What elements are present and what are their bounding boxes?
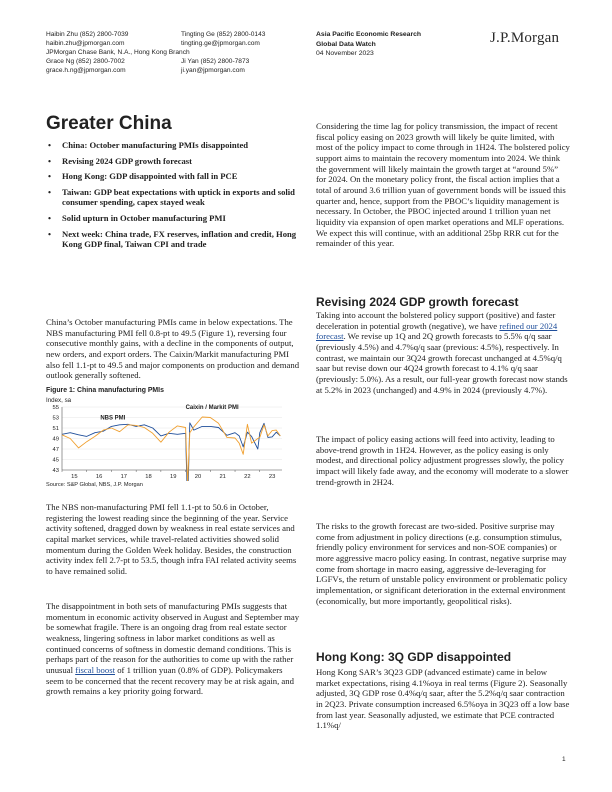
paragraph-non-manufacturing: The NBS non-manufacturing PMI fell 1.1-pt to 50.6 in October, registering the lowest reading since the beginning of the year. Service activity softened, dragged down by weakness in real estate services and capital market services, while travel-related activities showed solid momentum during the Golden Week holiday. Besides, the construction activity index fell 2.7-pt to 53.5, though infra FAI related activity seems to have remained solid. bbox=[46, 502, 297, 576]
x-tick-label: 18 bbox=[145, 474, 152, 480]
contact-email[interactable]: ji.yan@jpmorgan.com bbox=[181, 67, 245, 74]
heading-gdp-forecast: Revising 2024 GDP growth forecast bbox=[316, 295, 519, 309]
x-tick-label: 16 bbox=[95, 474, 103, 480]
contact-line: Grace Ng (852) 2800-7002 bbox=[46, 58, 125, 65]
y-tick-label: 45 bbox=[52, 457, 59, 464]
fiscal-boost-link[interactable]: fiscal boost bbox=[75, 664, 116, 675]
y-tick-label: 51 bbox=[52, 426, 59, 432]
x-tick-label: 20 bbox=[194, 474, 202, 480]
contacts-mid bbox=[181, 30, 265, 75]
report-header bbox=[316, 30, 421, 59]
paragraph-risks: The risks to the growth forecast are two-sided. Positive surprise may come from adjustment in policy directions (e.g. consumption stimulus, friendly policy environment for services and non-SOE companies) or more aggressive macro policy easing. In contrast, negative surprise may come from shortage in macro easing, aggressive de-leveraging for LGFVs, the return of unstable policy environment or problematic policy implementation, or significant deterioration in the external environment (economically, but more importantly, geopolitical risks). bbox=[316, 521, 568, 606]
paragraph-gdp-revision bbox=[316, 310, 570, 395]
report-date: 04 November 2023 bbox=[316, 50, 374, 58]
contacts-left bbox=[46, 30, 190, 75]
x-tick-label: 19 bbox=[170, 474, 177, 480]
key-points-list bbox=[46, 140, 302, 255]
figure-source: Source: S&P Global, NBS, J.P. Morgan bbox=[46, 482, 143, 488]
key-point: • Next week: China trade, FX reserves, inflation and credit, Hong Kong GDP final, Taiwan CPI and trade bbox=[46, 229, 302, 250]
heading-hong-kong: Hong Kong: 3Q GDP disappointed bbox=[316, 650, 512, 664]
x-tick-label: 22 bbox=[244, 474, 251, 480]
refined-forecast-link[interactable]: refined our 2024 forecast bbox=[316, 320, 558, 342]
contact-line: Ji Yan (852) 2800-7873 bbox=[181, 58, 250, 65]
contact-line: Haibin Zhu (852) 2800-7039 bbox=[46, 31, 129, 38]
contact-email[interactable]: tingting.ge@jpmorgan.com bbox=[181, 40, 260, 47]
paragraph-text: The disappointment in both sets of manufacturing PMIs suggests that momentum in economic activity observed in August and September may be somewhat fragile. There is an ongoing drag from real estate sector weakness, lingering softness in labor market conditions as well as continued concerns of softness in domestic demand conditions. This is perhaps part of the reason for the authorities to come up with the rather unusual bbox=[46, 601, 300, 675]
series-line bbox=[62, 423, 280, 481]
x-tick-label: 15 bbox=[71, 474, 78, 480]
contact-line: JPMorgan Chase Bank, N.A., Hong Kong Branch bbox=[46, 49, 190, 56]
paragraph-policy-lag: Considering the time lag for policy transmission, the impact of recent fiscal policy easing on 2023 growth will likely be quite limited, with most of the policy impact to come through in 1H24. The bolstered policy support aims to maintain the recovery momentum into 2024. We think the government will likely maintain the growth target at “around 5%” for 2024. On the monetary policy front, the fiscal action implies that a total of around 3.6 trillion yuan of government bonds will be issued this quarter and, hence, support from the PBOC’s liquidity management is necessary. In October, the PBOC injected around 1 trillion yuan net liquidity via expansion of open market operations and MLF operations. We expect this will continue, with an additional 25bp RRR cut for the remainder of this year. bbox=[316, 121, 570, 249]
y-tick-label: 43 bbox=[52, 468, 59, 474]
key-point: • Solid upturn in October manufacturing PMI bbox=[46, 213, 302, 224]
contact-line: Tingting Ge (852) 2800-0143 bbox=[181, 31, 266, 38]
y-tick-label: 55 bbox=[52, 405, 59, 411]
y-tick-label: 53 bbox=[52, 415, 59, 422]
key-point: • China: October manufacturing PMIs disappointed bbox=[46, 140, 302, 151]
report-region: Asia Pacific Economic Research bbox=[316, 31, 422, 38]
series-label-nbs: NBS PMI bbox=[100, 415, 126, 422]
paragraph-disappointment bbox=[46, 601, 302, 697]
x-tick-label: 23 bbox=[268, 474, 276, 480]
series-label-caixin: Caixin / Markit PMI bbox=[185, 405, 239, 412]
figure-title: Figure 1: China manufacturing PMIs bbox=[46, 387, 164, 394]
paragraph-hk-gdp: Hong Kong SAR’s 3Q23 GDP (advanced estimate) came in below market expectations, rising 4.1%oya in real terms (Figure 2). Seasonally adjusted, 3Q GDP rose 0.4%q/q saar, after the 5.2%q/q saar contraction in 2Q23. Private consumption increased 6.5%oya in 3Q23 off a low base from last year. Seasonally adjusted, we estimate that PCE contracted 1.1%q/ bbox=[316, 667, 570, 731]
x-tick-label: 21 bbox=[219, 474, 226, 480]
contact-email[interactable]: haibin.zhu@jpmorgan.com bbox=[46, 40, 125, 47]
x-tick-label: 17 bbox=[120, 474, 128, 480]
y-tick-label: 49 bbox=[52, 436, 59, 443]
page-number: 1 bbox=[562, 756, 566, 763]
paragraph-text: Taking into account the bolstered policy support (positive) and faster deceleration in potential growth (negative), we have bbox=[316, 310, 556, 331]
paragraph-pmi-intro: China’s October manufacturing PMIs came in below expectations. The NBS manufacturing PMI fell 0.8-pt to 49.5 (Figure 1), reversing four consecutive monthly gains, with a decline in the components of output, new orders, and export orders. The Caixin/Markit manufacturing PMI also fell 1.1-pt to 49.5 and major components on production and demand outlook generally softened. bbox=[46, 317, 300, 381]
key-point: • Revising 2024 GDP growth forecast bbox=[46, 156, 302, 167]
paragraph-policy-impact: The impact of policy easing actions will feed into activity, leading to above-trend growth in 1H24. However, as the policy easing is only modest, and directional policy adjustment progresses slowly, the policy impact will likely fade away, and the economy will moderate to a slower trend-growth in 2H24. bbox=[316, 434, 569, 487]
y-tick-label: 47 bbox=[52, 447, 59, 453]
paragraph-text: of 1 trillion yuan (0.8% of GDP). Policymakers seem to be concerned that the recent recovery may be at risk again, and growth remains a key priority going forward. bbox=[46, 664, 294, 697]
contact-email[interactable]: grace.h.ng@jpmorgan.com bbox=[46, 67, 126, 74]
report-name: Global Data Watch bbox=[316, 40, 376, 48]
pmi-line-chart bbox=[46, 403, 292, 481]
jpmorgan-logo: J.P.Morgan bbox=[490, 30, 560, 46]
key-point: • Hong Kong: GDP disappointed with fall in PCE bbox=[46, 171, 302, 182]
key-point: • Taiwan: GDP beat expectations with uptick in exports and solid consumer spending, capex stayed weak bbox=[46, 187, 302, 208]
paragraph-text: . We revise up 1Q and 2Q growth forecasts to 5.5% q/q saar (previously 4.5%) and 4.7%q/q saar (previous: 4.5%), respectively. In contrast, we maintain our 3Q24 growth forecast unchanged at 4.5%q/q saar but revise down our 4Q24 growth forecast to 4.1% q/q saar (previously: 5.0%). As a result, our full-year growth forecast now stands at 5.2% in 2023 (unchanged) and 4.9% in 2024 (previously 4.7%). bbox=[316, 331, 568, 395]
figure-subtitle: Index, sa bbox=[46, 397, 72, 404]
section-title: Greater China bbox=[46, 113, 172, 134]
